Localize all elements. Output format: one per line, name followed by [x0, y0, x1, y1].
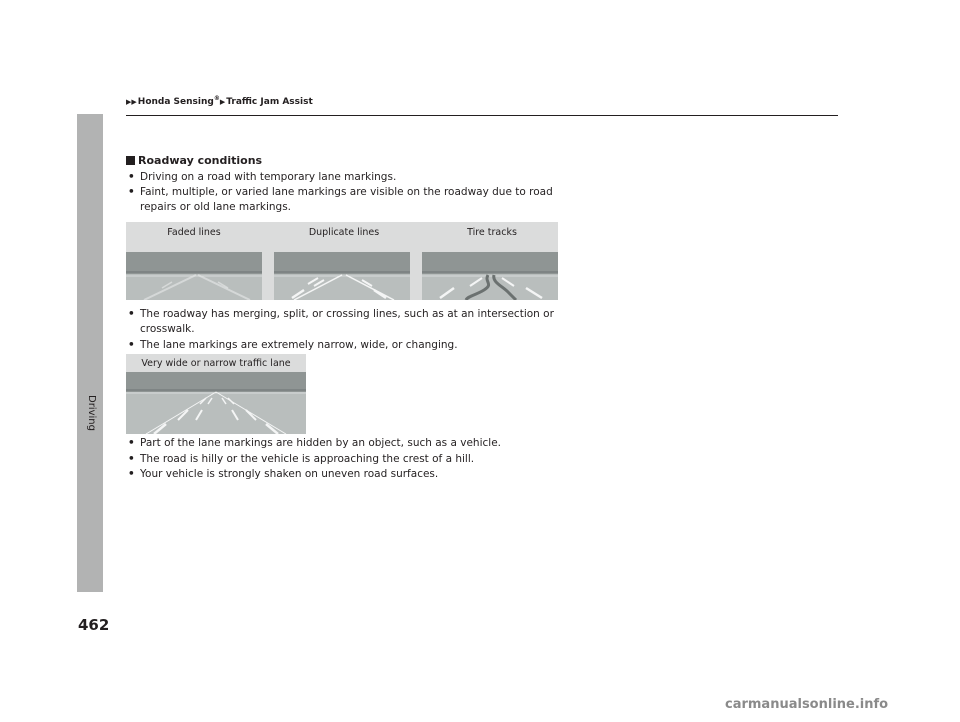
- figure-label-duplicate-lines: Duplicate lines: [308, 227, 380, 238]
- list-item: [128, 185, 568, 215]
- figure-label-wide-narrow-lane: Very wide or narrow traffic lane: [141, 358, 291, 369]
- list-item: [128, 307, 568, 337]
- list-item-text: Part of the lane markings are hidden by an object, such as a vehicle.: [140, 437, 501, 449]
- breadcrumb-item-honda-sensing[interactable]: Honda Sensing: [137, 97, 214, 107]
- registered-mark: ®: [213, 95, 220, 102]
- road-wide-narrow-lane-image: [126, 372, 306, 434]
- list-item: [128, 452, 568, 467]
- bullet-dot-icon: •: [128, 186, 135, 198]
- section-heading: [126, 154, 262, 167]
- breadcrumb: [126, 95, 313, 107]
- road-tire-tracks-image: [422, 252, 558, 300]
- square-bullet-icon: [126, 156, 135, 165]
- list-item: [128, 467, 568, 482]
- header-rule: [126, 115, 838, 116]
- list-item-text: The lane markings are extremely narrow, wide, or changing.: [140, 339, 458, 351]
- chapter-side-tab[interactable]: [77, 114, 103, 592]
- figure-label-faded-lines: Faded lines: [167, 227, 221, 238]
- lane-markings-figure: [126, 222, 558, 300]
- bullet-dot-icon: •: [128, 468, 135, 480]
- bullet-dot-icon: •: [128, 308, 135, 320]
- triangle-right-icon: ▶▶: [126, 98, 137, 106]
- list-item: [128, 436, 568, 451]
- bullet-dot-icon: •: [128, 339, 135, 351]
- list-item-text: Faint, multiple, or varied lane markings are visible on the roadway due to road repairs or old lane markings.: [140, 186, 553, 213]
- triangle-right-icon: ▶: [219, 98, 226, 106]
- page-number: 462: [78, 616, 110, 634]
- wide-narrow-lane-figure: [126, 354, 306, 434]
- bullet-dot-icon: •: [128, 171, 135, 183]
- section-heading-text: Roadway conditions: [138, 154, 263, 167]
- bullet-dot-icon: •: [128, 453, 135, 465]
- breadcrumb-item-traffic-jam-assist[interactable]: Traffic Jam Assist: [226, 97, 313, 107]
- road-faded-lines-image: [126, 252, 262, 300]
- list-item-text: The road is hilly or the vehicle is approaching the crest of a hill.: [140, 453, 475, 465]
- list-item-text: Your vehicle is strongly shaken on uneven road surfaces.: [140, 468, 439, 480]
- watermark-text: carmanualsonline.info: [725, 697, 889, 712]
- list-item: [128, 170, 568, 185]
- figure-label-tire-tracks: Tire tracks: [467, 227, 517, 238]
- road-duplicate-lines-image: [274, 252, 410, 300]
- list-item: [128, 338, 568, 353]
- list-item-text: The roadway has merging, split, or crossing lines, such as at an intersection or crosswalk.: [140, 308, 554, 335]
- list-item-text: Driving on a road with temporary lane markings.: [140, 171, 397, 183]
- chapter-label-wrap: [86, 395, 111, 435]
- bullet-dot-icon: •: [128, 437, 135, 449]
- chapter-label: Driving: [86, 395, 97, 431]
